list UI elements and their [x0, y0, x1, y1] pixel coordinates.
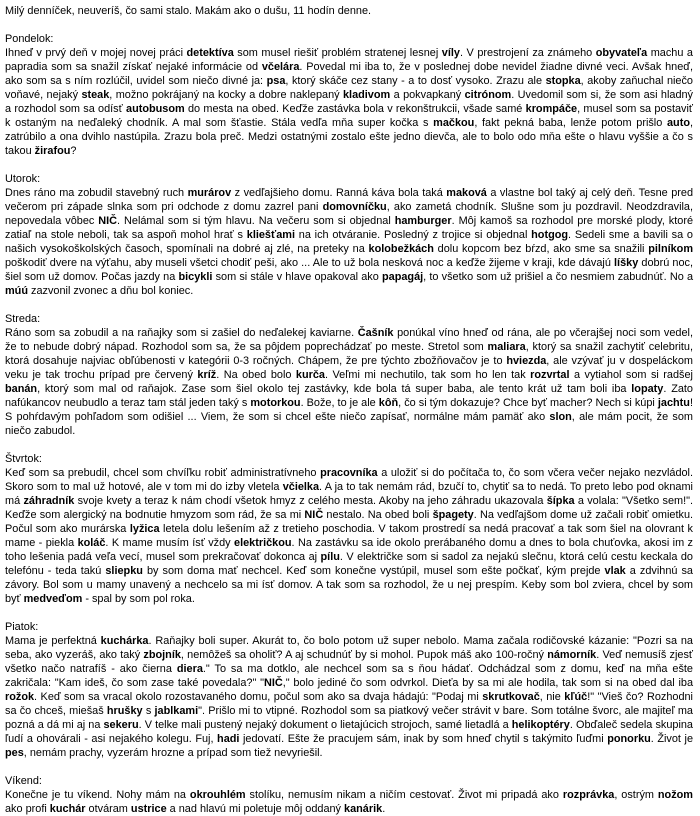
- highlighted-word: NIČ: [304, 509, 324, 521]
- text-run: . Na vedľajšom dome už začali robiť omietku. Počul som ako murárska: [5, 509, 694, 535]
- highlighted-word: steak: [81, 89, 110, 101]
- text-run: , zatrúbilo a ona dvihlo nastúpila. Zrazu bola preč. Medzi ostatnými zostalo ešte jedno dievča, ale to bolo odo mňa ešte o hlavu vyššie a čo s takou: [5, 117, 694, 157]
- highlighted-word: kríž: [197, 369, 217, 381]
- highlighted-word: maliara: [487, 341, 526, 353]
- day-text: [5, 467, 693, 605]
- highlighted-word: ponorku: [607, 733, 651, 745]
- day-heading: Utorok:: [5, 173, 41, 185]
- text-run: . Veľmi mi nechutilo, tak som ho len tak: [324, 369, 531, 381]
- text-run: svoje kvety a teraz k nám chodí všetok hmyz z celého mesta. Akoby na jeho záhradu ukazovala: [74, 495, 547, 507]
- highlighted-word: kliešťami: [246, 229, 295, 241]
- highlighted-word: rožok: [5, 691, 35, 703]
- text-run: letela dolu lešením až z tretieho poschodia. V takom prostredí sa nedá pracovať a tak som šiel na olovrant k mame - piekla: [5, 523, 693, 549]
- highlighted-word: pracovníka: [320, 467, 378, 479]
- text-run: do mesta na obed. Keďže zastávka bola v rekonštrukcii, všade samé: [184, 103, 526, 115]
- highlighted-word: včelára: [261, 61, 300, 73]
- highlighted-word: rozprávka: [562, 789, 615, 801]
- text-run: Mama je perfektná: [5, 635, 101, 647]
- highlighted-word: mačkou: [433, 117, 475, 129]
- text-run: Ihneď v prvý deň v mojej novej práci: [5, 47, 187, 59]
- text-run: , ktorý som mal od raňajok. Zase som šiel okolo tej zastávky, kde bola tá super baba, ale tento krát už tam boli iba: [37, 383, 632, 395]
- text-run: a vlastne bol taký aj celý deň. Tesne pred večerom pri západe slnka som pri odchode z domu zazrel pani: [5, 187, 694, 213]
- text-run: . Keď som sa vracal okolo rozostavaného domu, počul som ako sa dvaja hádajú: "Podaj mi: [34, 691, 483, 703]
- highlighted-word: Čašník: [357, 327, 394, 339]
- text-run: a zdvihnú sa závory. Bol som u mamy unavený a nechcelo sa mi ísť domov. A tak som sa rozhodol, že u nej prespím. Keby som bol zviera, chcel by som byť: [5, 565, 693, 605]
- highlighted-word: stopka: [545, 75, 581, 87]
- highlighted-word: bicykli: [178, 271, 213, 283]
- text-run: , to všetko som už prišiel a čo nesmiem zabudnúť. No a: [423, 271, 693, 283]
- text-run: a volala: "Všetko sem!". Keďže som alergický na bodnutie hmyzom som rád, že sa mi: [5, 495, 693, 521]
- highlighted-word: jachtu: [657, 397, 690, 409]
- text-run: , nemôžeš sa oholiť? A aj schudnúť by si mohol. Pupok máš ako 100-ročný: [180, 649, 548, 661]
- text-run: . Zato nafúkancov neubudlo a teraz tam stál jeden taký s: [5, 383, 693, 409]
- text-run: ". Prišlo mi to vtipné. Rozhodol som sa piatkový večer strávit v bare. Som totálne švorc, ale majiteľ ma pozná a dá mi aj na: [5, 705, 693, 731]
- diary-day-section: [5, 620, 693, 760]
- text-run: ," bolo jediné čo som odvrkol. Dieťa by sa mi ale hodila, tak som si na obed dal iba: [282, 677, 693, 689]
- diary-day-section: [5, 32, 693, 158]
- highlighted-word: kurča: [295, 369, 325, 381]
- diary-day-section: [5, 452, 693, 606]
- text-run: ." To sa ma dotklo, ale nechcel som sa s ňou hádať. Odchádzal som z domu, keď na mňa ešte zakričala: "Kam ideš, čo som zase také povedala?" ": [5, 663, 693, 689]
- highlighted-word: líšky: [614, 257, 639, 269]
- text-run: . V telke mali pustený nejaký dokument o lietajúcich strojoch, samé lietadlá a: [138, 719, 512, 731]
- text-run: machu a papradia som sa snažil získať nejaké informácie od: [5, 47, 693, 73]
- highlighted-word: sekeru: [103, 719, 139, 731]
- text-run: a nad hlavú mi poletuje môj oddaný: [166, 803, 345, 815]
- highlighted-word: autobusom: [126, 103, 185, 115]
- highlighted-word: sliepku: [105, 565, 143, 577]
- diary-day-section: [5, 172, 693, 298]
- diary-sections: [5, 32, 693, 816]
- text-run: , nie: [539, 691, 565, 703]
- text-run: , musel som sa postaviť k ostaným na neďaleký chodník. A mal som šťastie. Stála vedľa mňa super kočka s: [5, 103, 693, 129]
- highlighted-word: pilníkom: [648, 243, 694, 255]
- highlighted-word: maková: [446, 187, 487, 199]
- highlighted-word: lopaty: [631, 383, 664, 395]
- text-run: stolíku, nemusím nikam a ničím cestovať. Život mi pripadá ako: [245, 789, 563, 801]
- text-run: . Môj kamoš sa rozhodol pre morské plody, ktoré zatiaľ na stole neboli, tak sa aspoň mohol hrať s: [5, 215, 693, 241]
- highlighted-word: lyžica: [129, 523, 160, 535]
- highlighted-word: domovníčku: [322, 201, 387, 213]
- highlighted-word: okrouhlém: [189, 789, 246, 801]
- text-run: Ráno som sa zobudil a na raňajky som si zašiel do neďalekej kaviarne.: [5, 327, 358, 339]
- highlighted-word: NIČ: [98, 215, 118, 227]
- highlighted-word: šípka: [546, 495, 575, 507]
- highlighted-word: murárov: [187, 187, 232, 199]
- intro-line: Milý denníček, neuveríš, čo sami stalo. Makám ako o dušu, 11 hodín denne.: [5, 5, 372, 17]
- day-text: [5, 789, 693, 815]
- day-text: [5, 635, 693, 759]
- text-run: dolu kopcom bez bŕzd, ako sme sa snažili: [433, 243, 649, 255]
- text-run: . Obďaleč sedela skupina ľudí a ohovárali - asi nejakého kolegu. Fuj,: [5, 719, 693, 745]
- highlighted-word: banán: [5, 383, 38, 395]
- text-run: jedovatí. Ešte že pracujem sám, inak by som hneď chytil s takýmito ľuďmi: [239, 733, 608, 745]
- highlighted-word: kuchár: [49, 803, 86, 815]
- highlighted-word: rozvrtal: [530, 369, 570, 381]
- text-run: Dnes ráno ma zobudil stavebný ruch: [5, 187, 188, 199]
- highlighted-word: špagety: [432, 509, 474, 521]
- text-run: ako profi: [5, 803, 50, 815]
- highlighted-word: hrušky: [106, 705, 143, 717]
- text-run: Konečne je tu víkend. Nohy mám na: [5, 789, 190, 801]
- highlighted-word: obyvateľa: [595, 47, 648, 59]
- highlighted-word: diera: [176, 663, 203, 675]
- text-run: nestalo. Na obed boli: [323, 509, 433, 521]
- text-run: , nemám prachy, vyzerám hrozne a prípad som tiež nevyriešil.: [23, 747, 323, 759]
- text-run: . K mame musím ísť vždy: [105, 537, 235, 549]
- text-run: , ostrým: [614, 789, 658, 801]
- highlighted-word: kanárik: [344, 803, 383, 815]
- highlighted-word: múú: [5, 285, 28, 297]
- text-run: ! S pohŕdavým pohľadom som odišiel ... Viem, že som si chcel ešte niečo zapísať, normálne mám pamäť ako: [5, 397, 693, 423]
- text-run: , čo si tým dokazuje? Chce byť macher? Nech si kúpi: [398, 397, 658, 409]
- text-run: . Sedeli sme a bavili sa o našich vysokoškolských časoch, spomínali na dobré aj zlé, na preteky na: [5, 229, 693, 255]
- day-heading: Pondelok:: [5, 33, 54, 45]
- highlighted-word: koláč: [77, 537, 106, 549]
- highlighted-word: citrónom: [464, 89, 512, 101]
- diary-day-section: [5, 774, 693, 816]
- highlighted-word: zbojník: [143, 649, 181, 661]
- text-run: a vytiahol som si radšej: [569, 369, 693, 381]
- highlighted-word: detektíva: [186, 47, 234, 59]
- text-run: , ktorý skáče cez stany - a to dosť vysoko. Zrazu ale: [285, 75, 546, 87]
- text-run: otváram: [85, 803, 131, 815]
- highlighted-word: jablkami: [154, 705, 199, 717]
- highlighted-word: žirafou: [34, 145, 71, 157]
- text-run: , ako zametá chodník. Slušne som ju pozdravil. Neodzdravila, nepovedala vôbec: [5, 201, 693, 227]
- text-run: !" "Vieš čo? Rozhodni sa čo chceš, miešaš: [5, 691, 693, 717]
- highlighted-word: medveďom: [23, 593, 83, 605]
- day-text: [5, 187, 693, 297]
- text-run: , ktorý sa snažil zachytiť celebritu, ktorá dosahuje najviac obľúbenosti v kategórii 0-3 ročných. Chápem, že pre týchto zbožňovačov je to: [5, 341, 693, 367]
- text-run: a uložiť si do počítača to, čo som včera večer nejako nezvládol. Skoro som to mal už hotové, ale v tom mi do izby vletela: [5, 467, 693, 493]
- highlighted-word: kolobežkách: [368, 243, 434, 255]
- text-run: . A ja to tak nemám rád, bzučí to, chytiť sa to nedá. To preto lebo pod oknami má: [5, 481, 693, 507]
- highlighted-word: helikoptéry: [511, 719, 570, 731]
- highlighted-word: kľúč: [564, 691, 588, 703]
- text-run: . Život je: [650, 733, 693, 745]
- text-run: . Povedal mi iba to, že v poslednej dobe nevidel žiadne divné veci. Avšak hneď, ako som sa s ním rozlúčil, uvidel som niečo divné ja:: [5, 61, 693, 87]
- day-text: [5, 47, 693, 157]
- text-run: z vedľajšieho domu. Ranná káva bola taká: [231, 187, 447, 199]
- day-heading: Streda:: [5, 313, 41, 325]
- highlighted-word: pílu: [320, 551, 340, 563]
- text-run: . Veď nemusíš zjesť všetko načo natrafíš - ako čierna: [5, 649, 693, 675]
- text-run: . Na zastávku sa ide okolo prerábaného domu a dnes to bola chuťovka, akosi im z toho lešenia padá veľa vecí, musel som prekračovať dokonca aj: [5, 537, 693, 563]
- day-heading: Štvrtok:: [5, 453, 42, 465]
- highlighted-word: záhradník: [23, 495, 75, 507]
- highlighted-word: kuchárka: [100, 635, 149, 647]
- highlighted-word: skrutkovač: [482, 691, 540, 703]
- highlighted-word: auto: [666, 117, 690, 129]
- text-run: som si stále v hlave opakoval ako: [212, 271, 383, 283]
- text-run: . Bože, to je ale: [300, 397, 379, 409]
- day-text: [5, 327, 693, 437]
- highlighted-word: víly: [441, 47, 460, 59]
- text-run: . V električke som si sadol za nejakú slečnu, ktorá celú cestu keckala do telefónu - teda takú: [5, 551, 693, 577]
- highlighted-word: hviezda: [506, 355, 547, 367]
- text-run: a pokvapkaný: [390, 89, 465, 101]
- text-run: by som doma mať nechcel. Keď som konečne vystúpil, musel som ešte počkať, kým prejde: [142, 565, 605, 577]
- highlighted-word: hamburger: [394, 215, 452, 227]
- text-run: . Nelámal som si tým hlavu. Na večeru som si objednal: [117, 215, 395, 227]
- text-run: . Raňajky boli super. Akurát to, čo bolo potom už super nebolo. Mama začala rodičovské kázanie: "Pozri sa na seba, ako vyzeráš, ako taký: [5, 635, 693, 661]
- day-heading: Víkend:: [5, 775, 42, 787]
- text-run: , možno pokrájaný na kocky a dobre naklepaný: [109, 89, 343, 101]
- highlighted-word: kladivom: [342, 89, 391, 101]
- highlighted-word: NIČ: [263, 677, 283, 689]
- highlighted-word: psa: [266, 75, 286, 87]
- highlighted-word: pes: [5, 747, 24, 759]
- highlighted-word: motorkou: [250, 397, 301, 409]
- highlighted-word: ustrice: [130, 803, 167, 815]
- text-run: ?: [70, 145, 77, 157]
- highlighted-word: včielka: [282, 481, 320, 493]
- text-run: Keď som sa prebudil, chcel som chvíľku robiť administratívneho: [5, 467, 321, 479]
- highlighted-word: hadi: [217, 733, 240, 745]
- text-run: ponúkal víno hneď od rána, ale po včerajšej noci som vedel, že to nebude dobrý nápad. Rozhodol som sa, že sa pôjdem poprechádzať po meste. Stretol som: [5, 327, 693, 353]
- text-run: s: [142, 705, 155, 717]
- text-run: , ale mám pocit, že som niečo zabudol.: [5, 411, 694, 437]
- highlighted-word: nožom: [657, 789, 693, 801]
- highlighted-word: vlak: [604, 565, 626, 577]
- text-run: , fakt pekná baba, lenže potom prišlo: [474, 117, 667, 129]
- text-run: som musel riešiť problém stratenej lesnej: [233, 47, 442, 59]
- text-run: . Na obed bolo: [216, 369, 296, 381]
- diary-day-section: [5, 312, 693, 438]
- highlighted-word: slon: [549, 411, 572, 423]
- day-heading: Piatok:: [5, 621, 39, 633]
- text-run: na ich otváranie. Posledný z trojice si objednal: [294, 229, 532, 241]
- text-run: . V prestrojení za známeho: [459, 47, 596, 59]
- text-run: .: [382, 803, 386, 815]
- text-run: , ale vzývať ju v dospeláckom veku je tak trochu prípad pre červený: [5, 355, 693, 381]
- text-run: . Uvedomil som si, že som asi hladný a rozhodol som sa odísť: [5, 89, 694, 115]
- highlighted-word: kôň: [378, 397, 399, 409]
- text-run: zazvonil zvonec a dňu bol koniec.: [28, 285, 194, 297]
- highlighted-word: električkou: [234, 537, 292, 549]
- text-run: dobrú noc, šiel som už domov. Počas jazdy na: [5, 257, 693, 283]
- highlighted-word: hotgog: [531, 229, 569, 241]
- highlighted-word: námorník: [547, 649, 597, 661]
- highlighted-word: papagáj: [382, 271, 424, 283]
- text-run: - spal by som pol roka.: [82, 593, 195, 605]
- text-run: , akoby zaňuchal niečo voňavé, nejaký: [5, 75, 693, 101]
- text-run: poškodiť dvere na výťahu, aby museli všetci chodiť peši, ako ... Ale to už bola nesková noc a keďže žijeme v kraji, kde dávajú: [5, 257, 615, 269]
- highlighted-word: krompáče: [525, 103, 578, 115]
